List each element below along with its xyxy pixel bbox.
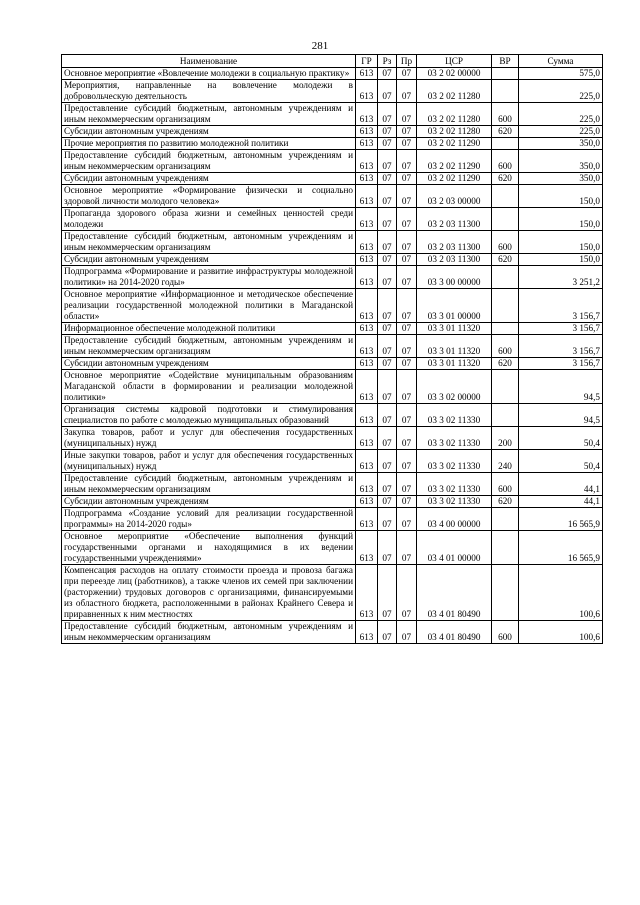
cell-rz: 07 — [378, 150, 397, 173]
cell-sum: 150,0 — [519, 231, 603, 254]
table-row — [62, 266, 603, 289]
table-row — [62, 404, 603, 427]
column-header-vr: ВР — [492, 55, 519, 68]
cell-vr: 600 — [492, 473, 519, 496]
cell-name: Субсидии автономным учреждениям — [62, 358, 356, 370]
table-row — [62, 208, 603, 231]
cell-vr: 200 — [492, 427, 519, 450]
table-row — [62, 358, 603, 370]
cell-gr: 613 — [356, 254, 378, 266]
cell-sum: 94,5 — [519, 370, 603, 404]
cell-rz: 07 — [378, 473, 397, 496]
cell-rz: 07 — [378, 508, 397, 531]
table-row — [62, 126, 603, 138]
cell-sum: 44,1 — [519, 473, 603, 496]
table-row — [62, 531, 603, 565]
cell-pr: 07 — [397, 254, 417, 266]
table-row — [62, 621, 603, 644]
cell-rz: 07 — [378, 231, 397, 254]
cell-name: Субсидии автономным учреждениям — [62, 173, 356, 185]
cell-name: Основное мероприятие «Обеспечение выполнения функций государственными органами и находящимися в их ведении государственными учреждениями» — [62, 531, 356, 565]
cell-sum: 150,0 — [519, 185, 603, 208]
cell-rz: 07 — [378, 208, 397, 231]
cell-name: Основное мероприятие «Вовлечение молодежи в социальную практику» — [62, 68, 356, 80]
cell-name: Предоставление субсидий бюджетным, автономным учреждениям и иным некоммерческим организациям — [62, 335, 356, 358]
cell-gr: 613 — [356, 80, 378, 103]
column-header-gr: ГР — [356, 55, 378, 68]
cell-pr: 07 — [397, 496, 417, 508]
cell-pr: 07 — [397, 323, 417, 335]
table-row — [62, 508, 603, 531]
table-row — [62, 231, 603, 254]
cell-name: Основное мероприятие «Формирование физически и социально здоровой личности молодого человека» — [62, 185, 356, 208]
cell-gr: 613 — [356, 450, 378, 473]
cell-sum: 3 156,7 — [519, 323, 603, 335]
budget-table — [61, 54, 603, 644]
cell-csr: 03 2 03 11300 — [417, 254, 492, 266]
cell-csr: 03 2 02 00000 — [417, 68, 492, 80]
cell-gr: 613 — [356, 621, 378, 644]
cell-name: Предоставление субсидий бюджетным, автономным учреждениям и иным некоммерческим организациям — [62, 150, 356, 173]
cell-gr: 613 — [356, 289, 378, 323]
cell-rz: 07 — [378, 289, 397, 323]
table-row — [62, 335, 603, 358]
table-row — [62, 80, 603, 103]
cell-gr: 613 — [356, 531, 378, 565]
cell-csr: 03 4 01 80490 — [417, 565, 492, 621]
cell-gr: 613 — [356, 508, 378, 531]
cell-pr: 07 — [397, 231, 417, 254]
cell-vr — [492, 80, 519, 103]
table-row — [62, 103, 603, 126]
cell-sum: 3 156,7 — [519, 289, 603, 323]
cell-vr — [492, 68, 519, 80]
cell-vr: 240 — [492, 450, 519, 473]
cell-vr — [492, 370, 519, 404]
cell-sum: 94,5 — [519, 404, 603, 427]
column-header-csr: ЦСР — [417, 55, 492, 68]
cell-rz: 07 — [378, 496, 397, 508]
cell-name: Прочие мероприятия по развитию молодежной политики — [62, 138, 356, 150]
cell-vr: 620 — [492, 254, 519, 266]
cell-csr: 03 3 01 00000 — [417, 289, 492, 323]
cell-rz: 07 — [378, 103, 397, 126]
cell-gr: 613 — [356, 370, 378, 404]
cell-csr: 03 2 03 00000 — [417, 185, 492, 208]
cell-rz: 07 — [378, 427, 397, 450]
cell-csr: 03 3 00 00000 — [417, 266, 492, 289]
cell-pr: 07 — [397, 266, 417, 289]
cell-vr — [492, 138, 519, 150]
cell-csr: 03 2 02 11290 — [417, 173, 492, 185]
cell-csr: 03 2 03 11300 — [417, 231, 492, 254]
cell-name: Основное мероприятие «Содействие муниципальным образованиям Магаданской области в формировании и реализации молодежной политики» — [62, 370, 356, 404]
cell-sum: 44,1 — [519, 496, 603, 508]
table-row — [62, 185, 603, 208]
cell-name: Информационное обеспечение молодежной политики — [62, 323, 356, 335]
cell-rz: 07 — [378, 80, 397, 103]
cell-rz: 07 — [378, 404, 397, 427]
cell-vr: 620 — [492, 358, 519, 370]
page-number: 281 — [311, 40, 329, 52]
cell-name: Пропаганда здорового образа жизни и семейных ценностей среди молодежи — [62, 208, 356, 231]
cell-sum: 3 156,7 — [519, 358, 603, 370]
table-row — [62, 496, 603, 508]
cell-vr — [492, 266, 519, 289]
table-row — [62, 450, 603, 473]
cell-csr: 03 3 02 11330 — [417, 473, 492, 496]
cell-pr: 07 — [397, 565, 417, 621]
cell-csr: 03 2 02 11280 — [417, 80, 492, 103]
cell-csr: 03 4 01 00000 — [417, 531, 492, 565]
table-row — [62, 473, 603, 496]
table-row — [62, 370, 603, 404]
cell-pr: 07 — [397, 621, 417, 644]
cell-pr: 07 — [397, 508, 417, 531]
cell-pr: 07 — [397, 450, 417, 473]
cell-name: Предоставление субсидий бюджетным, автономным учреждениям и иным некоммерческим организациям — [62, 621, 356, 644]
table-row — [62, 565, 603, 621]
cell-csr: 03 2 02 11280 — [417, 103, 492, 126]
cell-sum: 100,6 — [519, 565, 603, 621]
cell-csr: 03 3 01 11320 — [417, 323, 492, 335]
table-row — [62, 173, 603, 185]
cell-gr: 613 — [356, 358, 378, 370]
cell-vr — [492, 208, 519, 231]
cell-csr: 03 2 02 11290 — [417, 150, 492, 173]
cell-name: Предоставление субсидий бюджетным, автономным учреждениям и иным некоммерческим организациям — [62, 103, 356, 126]
cell-vr — [492, 404, 519, 427]
cell-gr: 613 — [356, 266, 378, 289]
cell-gr: 613 — [356, 496, 378, 508]
cell-gr: 613 — [356, 138, 378, 150]
cell-csr: 03 2 03 11300 — [417, 208, 492, 231]
cell-rz: 07 — [378, 266, 397, 289]
cell-pr: 07 — [397, 358, 417, 370]
cell-gr: 613 — [356, 185, 378, 208]
cell-pr: 07 — [397, 370, 417, 404]
table-row — [62, 138, 603, 150]
cell-vr — [492, 565, 519, 621]
column-header-name: Наименование — [62, 55, 356, 68]
cell-sum: 16 565,9 — [519, 508, 603, 531]
cell-name: Мероприятия, направленные на вовлечение молодежи в добровольческую деятельность — [62, 80, 356, 103]
cell-gr: 613 — [356, 103, 378, 126]
column-header-rz: Рз — [378, 55, 397, 68]
cell-name: Иные закупки товаров, работ и услуг для обеспечения государственных (муниципальных) нужд — [62, 450, 356, 473]
cell-gr: 613 — [356, 323, 378, 335]
cell-vr — [492, 185, 519, 208]
table-row — [62, 427, 603, 450]
table-header-row — [62, 55, 603, 68]
cell-pr: 07 — [397, 473, 417, 496]
cell-vr: 600 — [492, 621, 519, 644]
cell-vr: 620 — [492, 126, 519, 138]
cell-gr: 613 — [356, 427, 378, 450]
cell-gr: 613 — [356, 231, 378, 254]
table-row — [62, 289, 603, 323]
cell-sum: 100,6 — [519, 621, 603, 644]
cell-csr: 03 4 00 00000 — [417, 508, 492, 531]
cell-pr: 07 — [397, 103, 417, 126]
table-row — [62, 150, 603, 173]
cell-pr: 07 — [397, 427, 417, 450]
cell-name: Предоставление субсидий бюджетным, автономным учреждениям и иным некоммерческим организациям — [62, 231, 356, 254]
cell-gr: 613 — [356, 565, 378, 621]
cell-gr: 613 — [356, 68, 378, 80]
cell-name: Основное мероприятие «Информационное и методическое обеспечение реализации государственной молодежной политики в Магаданской области» — [62, 289, 356, 323]
cell-rz: 07 — [378, 254, 397, 266]
cell-vr: 620 — [492, 173, 519, 185]
cell-pr: 07 — [397, 289, 417, 323]
cell-vr — [492, 531, 519, 565]
cell-gr: 613 — [356, 335, 378, 358]
cell-gr: 613 — [356, 173, 378, 185]
cell-rz: 07 — [378, 335, 397, 358]
cell-sum: 225,0 — [519, 103, 603, 126]
cell-name: Подпрограмма «Создание условий для реализации государственной программы» на 2014-2020 годы» — [62, 508, 356, 531]
cell-csr: 03 3 02 11330 — [417, 450, 492, 473]
cell-csr: 03 2 02 11280 — [417, 126, 492, 138]
cell-rz: 07 — [378, 126, 397, 138]
cell-gr: 613 — [356, 208, 378, 231]
cell-csr: 03 3 02 11330 — [417, 496, 492, 508]
cell-csr: 03 3 02 11330 — [417, 427, 492, 450]
cell-sum: 225,0 — [519, 126, 603, 138]
cell-sum: 350,0 — [519, 138, 603, 150]
cell-name: Субсидии автономным учреждениям — [62, 126, 356, 138]
cell-gr: 613 — [356, 404, 378, 427]
cell-csr: 03 4 01 80490 — [417, 621, 492, 644]
cell-sum: 225,0 — [519, 80, 603, 103]
cell-csr: 03 3 02 00000 — [417, 370, 492, 404]
cell-pr: 07 — [397, 150, 417, 173]
cell-csr: 03 2 02 11290 — [417, 138, 492, 150]
cell-rz: 07 — [378, 450, 397, 473]
cell-sum: 3 156,7 — [519, 335, 603, 358]
cell-rz: 07 — [378, 185, 397, 208]
column-header-pr: Пр — [397, 55, 417, 68]
cell-rz: 07 — [378, 531, 397, 565]
cell-vr: 620 — [492, 496, 519, 508]
cell-rz: 07 — [378, 358, 397, 370]
cell-rz: 07 — [378, 621, 397, 644]
cell-vr: 600 — [492, 103, 519, 126]
cell-vr — [492, 508, 519, 531]
cell-sum: 150,0 — [519, 208, 603, 231]
cell-pr: 07 — [397, 404, 417, 427]
cell-vr — [492, 323, 519, 335]
cell-gr: 613 — [356, 126, 378, 138]
cell-sum: 350,0 — [519, 173, 603, 185]
cell-vr: 600 — [492, 335, 519, 358]
cell-sum: 16 565,9 — [519, 531, 603, 565]
cell-pr: 07 — [397, 335, 417, 358]
cell-vr: 600 — [492, 150, 519, 173]
cell-pr: 07 — [397, 208, 417, 231]
cell-rz: 07 — [378, 68, 397, 80]
cell-pr: 07 — [397, 126, 417, 138]
cell-vr — [492, 289, 519, 323]
cell-pr: 07 — [397, 185, 417, 208]
cell-name: Закупка товаров, работ и услуг для обеспечения государственных (муниципальных) нужд — [62, 427, 356, 450]
cell-vr: 600 — [492, 231, 519, 254]
cell-csr: 03 3 02 11330 — [417, 404, 492, 427]
cell-gr: 613 — [356, 150, 378, 173]
cell-sum: 50,4 — [519, 450, 603, 473]
cell-name: Субсидии автономным учреждениям — [62, 496, 356, 508]
table-row — [62, 323, 603, 335]
table-row — [62, 254, 603, 266]
cell-name: Подпрограмма «Формирование и развитие инфраструктуры молодежной политики» на 2014-2020 годы» — [62, 266, 356, 289]
table-body — [62, 68, 603, 644]
cell-sum: 50,4 — [519, 427, 603, 450]
table-row — [62, 68, 603, 80]
cell-name: Предоставление субсидий бюджетным, автономным учреждениям и иным некоммерческим организациям — [62, 473, 356, 496]
cell-pr: 07 — [397, 531, 417, 565]
cell-gr: 613 — [356, 473, 378, 496]
cell-rz: 07 — [378, 565, 397, 621]
cell-name: Компенсация расходов на оплату стоимости проезда и провоза багажа при переезде лиц (работников), а также членов их семей при заключении (расторжении) трудовых договоров с организациями, финансируемыми из областного бюджета, расположенными в районах Крайнего Севера и приравненных к ним местностях — [62, 565, 356, 621]
cell-rz: 07 — [378, 138, 397, 150]
cell-name: Организация системы кадровой подготовки и стимулирования специалистов по работе с молодежью муниципальных образований — [62, 404, 356, 427]
cell-pr: 07 — [397, 173, 417, 185]
cell-rz: 07 — [378, 173, 397, 185]
cell-name: Субсидии автономным учреждениям — [62, 254, 356, 266]
cell-pr: 07 — [397, 80, 417, 103]
cell-rz: 07 — [378, 323, 397, 335]
cell-csr: 03 3 01 11320 — [417, 358, 492, 370]
cell-pr: 07 — [397, 68, 417, 80]
cell-sum: 575,0 — [519, 68, 603, 80]
cell-sum: 3 251,2 — [519, 266, 603, 289]
cell-sum: 150,0 — [519, 254, 603, 266]
cell-pr: 07 — [397, 138, 417, 150]
column-header-sum: Сумма — [519, 55, 603, 68]
cell-sum: 350,0 — [519, 150, 603, 173]
cell-rz: 07 — [378, 370, 397, 404]
cell-csr: 03 3 01 11320 — [417, 335, 492, 358]
